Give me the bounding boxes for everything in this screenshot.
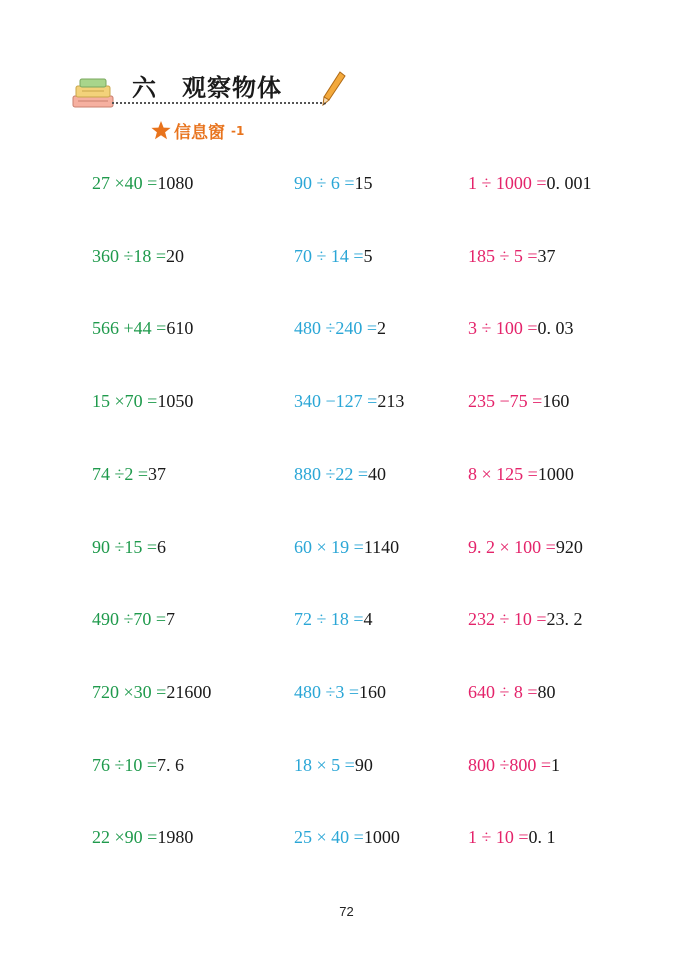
equation-result: 1 [551,754,561,775]
equation-expression: 340 −127 = [294,391,378,412]
equation-result: 90 [354,754,373,775]
equation-expression: 185 ÷ 5 = [468,245,538,266]
equation [468,172,592,194]
equation-result: 37 [148,463,167,484]
equation-result: 1000 [537,463,574,484]
equation [294,172,373,194]
equation-result: 160 [542,391,570,412]
equation [92,463,166,485]
page-number: 72 [339,904,354,919]
equation-expression: 72 ÷ 18 = [294,609,364,630]
equation-result: 1140 [363,536,400,557]
equation-result: 2 [377,318,387,339]
equation-expression: 22 ×90 = [92,827,158,848]
subheading-label: 信息窗 [174,123,225,143]
equation [294,245,373,267]
equation-result: 21600 [166,681,212,702]
equation-expression: 90 ÷ 6 = [294,173,355,193]
equation-result: 6 [157,536,167,557]
equation [294,390,404,412]
equation-result: 80 [537,681,556,702]
equation [92,317,193,339]
equation [92,754,184,776]
equation-expression: 25 × 40 = [294,827,364,848]
equation-expression: 490 ÷70 = [92,609,167,630]
equation-result: 1980 [157,827,194,848]
equation-result: 7. 6 [157,754,185,775]
equation [92,681,211,703]
equation [92,245,184,267]
equation [468,317,574,339]
equation-expression: 232 ÷ 10 = [468,609,547,630]
equation [468,608,583,630]
equation-result: 0. 03 [537,318,574,339]
equation-result: 1000 [363,827,400,848]
equation-expression: 800 ÷800 = [468,754,552,775]
equation-expression: 76 ÷10 = [92,754,158,775]
equation [468,390,569,412]
section-subheading [150,118,244,143]
equation [92,390,193,412]
equation-result: 213 [377,391,405,412]
equation-result: 20 [166,245,185,266]
title-underline [112,102,322,104]
equation [294,754,373,776]
equation [294,536,399,558]
equation [92,172,193,194]
equation-result: 1080 [157,173,194,193]
equation-result: 37 [537,245,556,266]
equation [92,826,193,848]
books-icon [70,78,116,110]
equation-expression: 1 ÷ 1000 = [468,173,547,193]
equation [294,681,386,703]
equation-expression: 360 ÷18 = [92,245,167,266]
equation-expression: 235 −75 = [468,391,543,412]
equation-expression: 720 ×30 = [92,681,167,702]
equation-result: 1050 [157,391,194,412]
equation-expression: 90 ÷15 = [92,536,158,557]
equation-expression: 60 × 19 = [294,536,364,557]
equation [294,317,386,339]
equation [468,245,556,267]
equation-expression: 3 ÷ 100 = [468,318,538,339]
star-icon [150,120,172,141]
equation-expression: 480 ÷3 = [294,681,360,702]
equation [468,826,556,848]
equation-expression: 27 ×40 = [92,173,158,193]
pencil-icon [320,70,346,106]
equation [294,463,386,485]
equation-expression: 9. 2 × 100 = [468,536,556,557]
equation [92,608,175,630]
equation-expression: 70 ÷ 14 = [294,245,364,266]
equation-expression: 480 ÷240 = [294,318,378,339]
equation-expression: 8 × 125 = [468,463,538,484]
equation [468,754,560,776]
equation-result: 5 [363,245,373,266]
equation [294,826,400,848]
equation-result: 0. 1 [528,827,556,848]
equation-result: 610 [166,318,194,339]
equation [468,681,556,703]
equation-expression: 18 × 5 = [294,754,355,775]
equation-result: 15 [354,173,373,193]
equation-result: 160 [359,681,387,702]
equation [92,536,166,558]
equation-expression: 880 ÷22 = [294,463,369,484]
equation-result: 0. 001 [546,173,592,193]
equation-expression: 1 ÷ 10 = [468,827,529,848]
equation [294,608,373,630]
equation-result: 920 [555,536,583,557]
equation-expression: 640 ÷ 8 = [468,681,538,702]
equation-result: 40 [368,463,387,484]
subheading-suffix: -1 [231,123,245,138]
chapter-title: 六 观察物体 [132,74,282,102]
equation-expression: 74 ÷2 = [92,463,149,484]
equation-result: 7 [166,609,176,630]
equation-expression: 15 ×70 = [92,391,158,412]
equation [468,463,574,485]
chapter-header [70,62,370,122]
equation-expression: 566 +44 = [92,318,167,339]
equation [468,536,583,558]
equation-result: 4 [363,609,373,630]
equation-result: 23. 2 [546,609,583,630]
